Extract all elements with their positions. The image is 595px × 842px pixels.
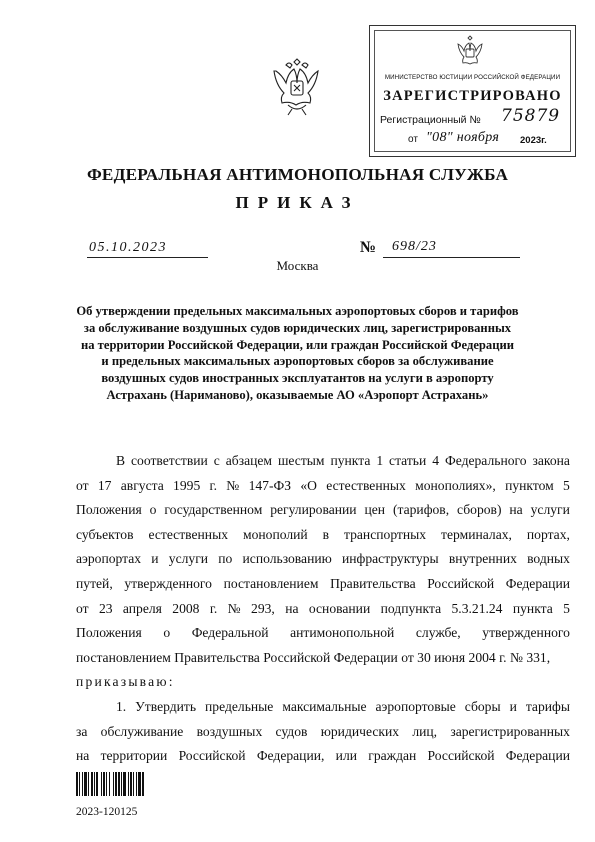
order-number: 698/23 (392, 239, 437, 254)
body-line (76, 744, 570, 769)
body-line (76, 498, 570, 523)
word: службе, (415, 625, 461, 641)
stamp-date-prefix: от (408, 134, 418, 145)
word: абзацем (225, 453, 273, 468)
word: 2008 (172, 600, 200, 616)
word: пункта (330, 453, 371, 468)
word: водных (527, 551, 570, 567)
word: предельные (205, 698, 274, 714)
word: соответствии (131, 453, 208, 468)
body-line (76, 597, 570, 622)
word: тарифы (525, 698, 570, 714)
word: регулировании (270, 502, 357, 518)
word: антимонопольной (290, 625, 395, 641)
barcode-icon (76, 772, 166, 796)
word: внутренних (448, 551, 517, 567)
word: на (285, 600, 299, 616)
title-line: Об утверждении предельных максимальных аэропортовых сборов и тарифов (76, 304, 519, 318)
word: В (116, 453, 126, 468)
word: субъектов (76, 526, 134, 542)
word: постановлением (223, 575, 319, 591)
word: от (76, 600, 89, 616)
body-line (76, 720, 570, 745)
word: зарегистрированных (450, 723, 570, 739)
title-line: на территории Российской Федерации, или граждан Российской Федерации (80, 337, 514, 352)
word: инфраструктуры (341, 551, 439, 567)
number-sign: № (360, 239, 377, 256)
word: 5 (563, 600, 570, 616)
word: Федерации (505, 748, 570, 764)
body-line (76, 449, 570, 474)
title-line: за обслуживание воздушных судов юридических лиц, зарегистрированных (83, 320, 512, 335)
word: 1. (116, 698, 127, 714)
word: Утвердить (135, 698, 197, 714)
word: Российской (427, 748, 495, 764)
word: на (76, 748, 90, 764)
word: максимальные (282, 698, 367, 714)
word: и (151, 551, 159, 567)
stamp-year: 2023г. (520, 135, 547, 146)
word: лиц, (412, 723, 438, 739)
word: 1995 (173, 477, 201, 493)
title-line: Астрахань (Нариманово), оказываемые АО «Аэропорт Астрахань» (106, 387, 489, 402)
body-line (76, 523, 570, 548)
stamp-registered-text: ЗАРЕГИСТРИРОВАНО (383, 88, 562, 104)
word: монополиях», (415, 477, 496, 493)
word: 5.3.21.24 (451, 600, 503, 616)
document-type: ПРИКАЗ (235, 193, 360, 212)
word: № (226, 477, 240, 493)
word: (тарифов, (392, 502, 450, 518)
word: 17 (97, 477, 112, 493)
document-body (76, 449, 570, 769)
word: шестым (277, 453, 325, 468)
word: утвержденного (124, 575, 212, 591)
word: августа (120, 477, 164, 493)
word: юридических (320, 723, 400, 739)
stamp-date-handwritten: "08" ноября (426, 130, 500, 145)
word: 4 (432, 453, 440, 468)
word: граждан (368, 748, 417, 764)
word: или (335, 748, 358, 764)
word: № (227, 600, 241, 616)
word: Российской (178, 748, 246, 764)
body-line (76, 474, 570, 499)
word: и (509, 698, 517, 714)
city: Москва (276, 258, 319, 273)
word: судов (275, 723, 308, 739)
word: 5 (563, 477, 570, 493)
word: услуги (530, 502, 570, 518)
word: услуги (168, 551, 209, 567)
word: по (218, 551, 233, 567)
body-line (76, 572, 570, 597)
word: естественных (148, 526, 229, 542)
word: Федеральной (191, 625, 269, 641)
order-title (70, 303, 525, 404)
word: г. (209, 477, 217, 493)
title-line: и предельных максимальных аэропортовых сборов за обслуживание (101, 354, 494, 369)
word: закона (532, 453, 570, 468)
word: территории (100, 748, 168, 764)
word: цен (364, 502, 386, 518)
word: путей, (76, 575, 113, 591)
word: сборы (464, 698, 501, 714)
word: Российской (427, 575, 495, 591)
word: транспортных (344, 526, 427, 542)
word: на (509, 502, 523, 518)
word: пунктом (505, 477, 554, 493)
word: от (76, 477, 89, 493)
title-line: воздушных судов иностранных эксплуатантов на услуги в аэропорту (101, 371, 494, 386)
word: о (149, 502, 157, 518)
word: 147-ФЗ (248, 477, 292, 493)
stamp-reg-number: 75879 (501, 106, 561, 126)
word: с (213, 453, 220, 468)
word: естественных (326, 477, 406, 493)
order-date: 05.10.2023 (89, 240, 167, 255)
body-line (76, 621, 570, 646)
body-line (76, 695, 570, 720)
word: апреля (122, 600, 162, 616)
word: аэропортах (76, 551, 142, 567)
word: Федерального (444, 453, 527, 468)
word: обслуживание (100, 723, 184, 739)
word: о (163, 625, 171, 641)
word: Положения (76, 502, 142, 518)
word: статьи (389, 453, 427, 468)
body-line: постановлением Правительства Российской Федерации от 30 июня 2004 г. № 331, (76, 649, 551, 665)
agency-name: ФЕДЕРАЛЬНАЯ АНТИМОНОПОЛЬНАЯ СЛУЖБА (86, 165, 509, 184)
word: основании (308, 600, 371, 616)
word: 23 (98, 600, 113, 616)
word: Федерации, (256, 748, 325, 764)
document-code: 2023-120125 (76, 806, 138, 818)
word: 1 (376, 453, 384, 468)
registration-stamp (369, 25, 576, 157)
word: утвержденного (482, 625, 570, 641)
word: аэропортовые (375, 698, 456, 714)
word: Правительства (330, 575, 416, 591)
word: воздушных (196, 723, 263, 739)
word: подпункта (380, 600, 442, 616)
word: за (76, 723, 88, 739)
word: пункта (512, 600, 553, 616)
word: терминалах, (441, 526, 512, 542)
word: в (322, 526, 330, 542)
word: Положения (76, 625, 142, 641)
body-line (76, 547, 570, 572)
word: сборов) (457, 502, 502, 518)
stamp-ministry-text: МИНИСТЕРСТВО ЮСТИЦИИ РОССИЙСКОЙ ФЕДЕРАЦИИ (384, 74, 561, 81)
word: Федерации (505, 575, 570, 591)
stamp-coat-of-arms-icon (455, 34, 485, 68)
word: «О (300, 477, 317, 493)
order-word: приказываю: (76, 674, 175, 690)
word: монополий (242, 526, 308, 542)
word: использованию (242, 551, 332, 567)
word: портах, (526, 526, 570, 542)
word: государственном (164, 502, 263, 518)
stamp-reg-label: Регистрационный № (380, 114, 481, 126)
word: 293, (251, 600, 275, 616)
word: г. (209, 600, 218, 616)
coat-of-arms-icon (272, 55, 322, 117)
